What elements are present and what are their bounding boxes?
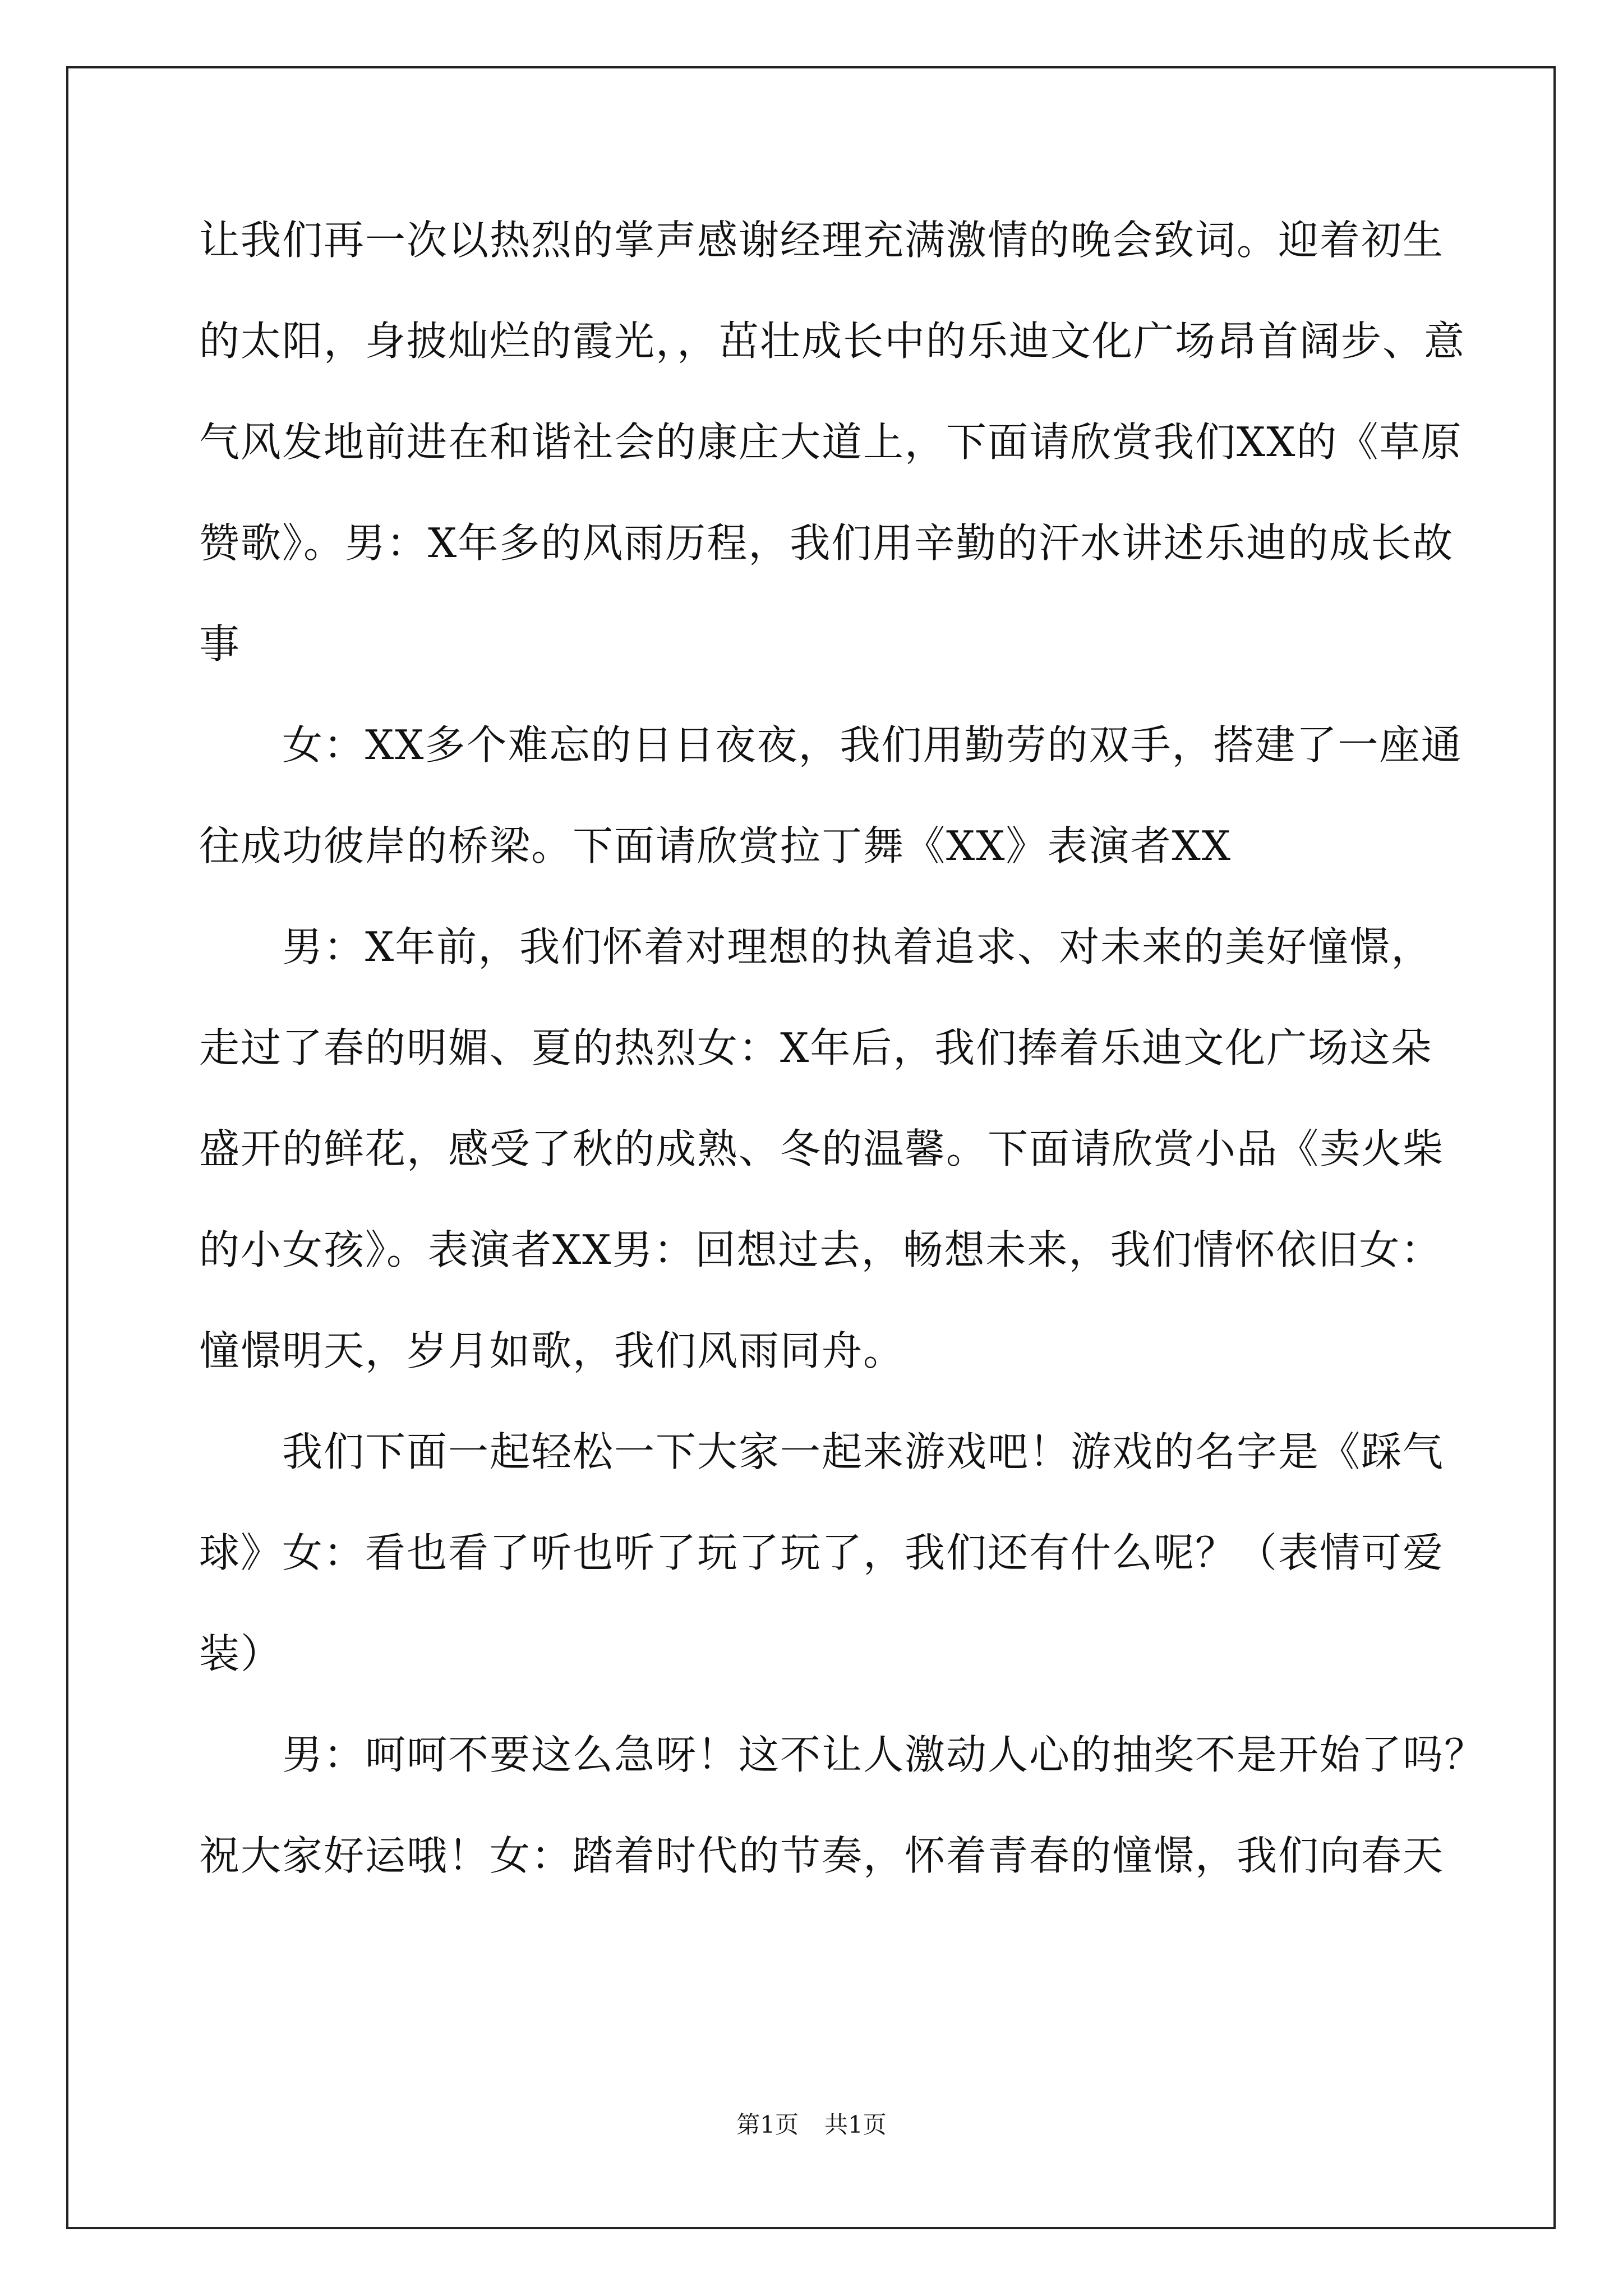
text-line: 女：XX多个难忘的日日夜夜，我们用勤劳的双手，搭建了一座通	[199, 721, 1463, 769]
text-line: 事	[199, 620, 241, 668]
text-line: 赞歌》。男：X年多的风雨历程，我们用辛勤的汗水讲述乐迪的成长故	[199, 519, 1454, 567]
page-total: 共1页	[824, 2111, 887, 2138]
page-number: 第1页	[736, 2111, 799, 2138]
text-line: 祝大家好运哦！女：踏着时代的节奏，怀着青春的憧憬，我们向春天	[199, 1832, 1445, 1879]
text-line: 走过了春的明媚、夏的热烈女：X年后，我们捧着乐迪文化广场这朵	[199, 1024, 1433, 1071]
text-line: 的小女孩》。表演者XX男：回想过去，畅想未来，我们情怀依旧女：	[199, 1226, 1442, 1273]
text-line: 我们下面一起轻松一下大家一起来游戏吧！游戏的名字是《踩气	[199, 1428, 1445, 1475]
text-line: 憧憬明天，岁月如歌，我们风雨同舟。	[199, 1327, 905, 1374]
document-body	[199, 213, 1486, 1883]
text-line: 男：呵呵不要这么急呀！这不让人激动人心的抽奖不是开始了吗？	[199, 1731, 1486, 1778]
text-line: 球》女：看也看了听也听了玩了玩了，我们还有什么呢？（表情可爱	[199, 1529, 1445, 1576]
page-footer	[0, 2109, 1623, 2141]
text-line: 的太阳，身披灿烂的霞光，，茁壮成长中的乐迪文化广场昂首阔步、意	[199, 318, 1466, 365]
text-line: 让我们再一次以热烈的掌声感谢经理充满激情的晚会致词。迎着初生	[199, 217, 1445, 264]
text-line: 往成功彼岸的桥梁。下面请欣赏拉丁舞《XX》表演者XX	[199, 822, 1232, 869]
text-line: 盛开的鲜花，感受了秋的成熟、冬的温馨。下面请欣赏小品《卖火柴	[199, 1125, 1445, 1172]
text-line: 气风发地前进在和谐社会的康庄大道上，下面请欣赏我们XX的《草原	[199, 418, 1463, 466]
text-line: 男：X年前，我们怀着对理想的执着追求、对未来的美好憧憬，	[199, 923, 1433, 970]
text-line: 装）	[199, 1630, 283, 1677]
